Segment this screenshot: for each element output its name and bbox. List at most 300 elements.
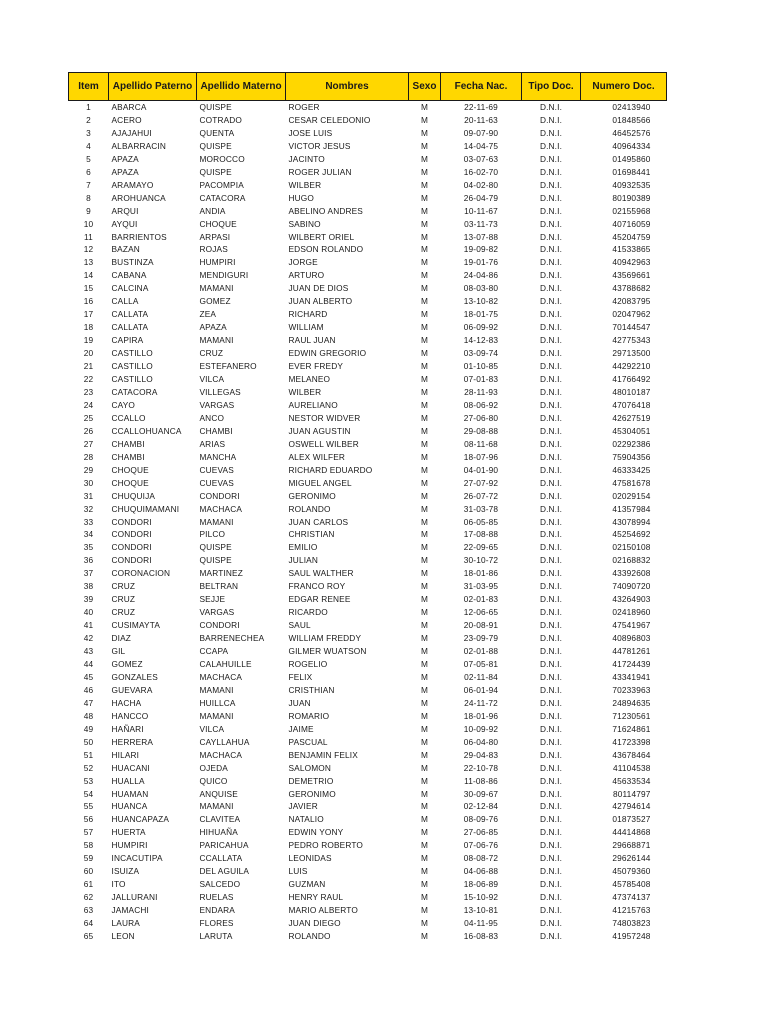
apellido-paterno-cell: CRUZ	[111, 594, 136, 605]
apellido-paterno-cell: HUALLA	[111, 775, 145, 786]
apellido-paterno-cell: CALLATA	[111, 309, 149, 320]
item-cell: 1	[86, 102, 91, 112]
nombres-cell: SAUL WALTHER	[288, 568, 354, 579]
sexo-cell: M	[420, 762, 429, 773]
nombres-cell: NESTOR WIDVER	[288, 412, 361, 423]
header-item: Item	[69, 73, 109, 101]
sexo-cell: M	[420, 866, 429, 877]
apellido-materno-cell: GOMEZ	[199, 296, 231, 307]
nombres-cell: WILLIAM FREDDY	[288, 633, 362, 644]
tipo-doc-cell: D.N.I.	[539, 270, 563, 281]
tipo-doc-cell: D.N.I.	[539, 879, 563, 890]
nombres-cell: VICTOR JESUS	[288, 140, 351, 151]
item-cell: 41	[83, 620, 94, 631]
fecha-nac-cell: 04-01-90	[463, 464, 499, 475]
tipo-doc-cell: D.N.I.	[539, 205, 563, 216]
numero-doc-cell: 44414868	[612, 827, 651, 838]
sexo-cell: M	[420, 425, 429, 436]
item-cell: 15	[83, 283, 94, 294]
tipo-doc-cell: D.N.I.	[539, 646, 563, 657]
apellido-paterno-cell: HUACANI	[111, 762, 150, 773]
sexo-cell: M	[420, 749, 429, 760]
table-row	[69, 373, 667, 386]
tipo-doc-cell: D.N.I.	[539, 697, 563, 708]
fecha-nac-cell: 14-04-75	[463, 140, 499, 151]
table-row	[69, 865, 667, 878]
tipo-doc-cell: D.N.I.	[539, 140, 563, 151]
apellido-paterno-cell: HANCCO	[111, 710, 149, 721]
apellido-materno-cell: BELTRAN	[199, 581, 239, 592]
sexo-cell: M	[420, 270, 429, 281]
apellido-materno-cell: RUELAS	[199, 892, 234, 903]
tipo-doc-cell: D.N.I.	[539, 425, 563, 436]
fecha-nac-cell: 03-09-74	[463, 348, 499, 359]
apellido-paterno-cell: CAYO	[111, 399, 135, 410]
numero-doc-cell: 42794614	[612, 801, 651, 812]
nombres-cell: FELIX	[288, 671, 313, 682]
nombres-cell: ARTURO	[288, 270, 325, 281]
numero-doc-cell: 45079360	[612, 866, 651, 877]
apellido-materno-cell: ESTEFANERO	[199, 361, 257, 372]
nombres-cell: MARIO ALBERTO	[288, 905, 358, 916]
item-cell: 7	[86, 179, 91, 190]
nombres-cell: EDSON ROLANDO	[288, 244, 364, 255]
tipo-doc-cell: D.N.I.	[539, 399, 563, 410]
header-apellido-materno: Apellido Materno	[197, 73, 286, 101]
item-cell: 61	[83, 879, 94, 890]
tipo-doc-cell: D.N.I.	[539, 892, 563, 903]
item-cell: 12	[83, 244, 94, 255]
item-cell: 26	[83, 425, 94, 436]
tipo-doc-cell: D.N.I.	[539, 516, 563, 527]
fecha-nac-cell: 26-04-79	[463, 192, 499, 203]
table-row	[69, 321, 667, 334]
fecha-nac-cell: 02-01-83	[463, 594, 499, 605]
numero-doc-cell: 74803823	[612, 918, 651, 929]
apellido-paterno-cell: JAMACHI	[111, 905, 149, 916]
apellido-materno-cell: VILLEGAS	[199, 386, 241, 397]
sexo-cell: M	[420, 438, 429, 449]
tipo-doc-cell: D.N.I.	[539, 853, 563, 864]
numero-doc-cell: 01848566	[612, 114, 651, 125]
table-row	[69, 347, 667, 360]
table-row	[69, 360, 667, 373]
fecha-nac-cell: 22-11-69	[464, 102, 498, 112]
tipo-doc-cell: D.N.I.	[539, 723, 563, 734]
header-sexo: Sexo	[409, 73, 441, 101]
item-cell: 13	[83, 257, 94, 268]
apellido-materno-cell: CAYLLAHUA	[199, 736, 250, 747]
nombres-cell: ROGELIO	[288, 658, 328, 669]
item-cell: 10	[83, 218, 94, 229]
nombres-cell: HUGO	[288, 192, 314, 203]
item-cell: 21	[83, 361, 94, 372]
sexo-cell: M	[420, 697, 429, 708]
sexo-cell: M	[420, 620, 429, 631]
numero-doc-cell: 02292386	[612, 438, 651, 449]
table-row	[69, 308, 667, 321]
fecha-nac-cell: 04-02-80	[463, 179, 499, 190]
apellido-paterno-cell: ALBARRACIN	[111, 140, 167, 151]
apellido-materno-cell: MAMANI	[199, 283, 234, 294]
apellido-materno-cell: MAMANI	[199, 801, 234, 812]
numero-doc-cell: 41957248	[612, 931, 651, 941]
sexo-cell: M	[420, 114, 429, 125]
nombres-cell: PEDRO ROBERTO	[288, 840, 363, 851]
apellido-paterno-cell: AJAJAHUI	[111, 127, 152, 138]
sexo-cell: M	[420, 127, 429, 138]
table-row	[69, 878, 667, 891]
roster-sheet	[68, 72, 666, 943]
table-row	[69, 684, 667, 697]
item-cell: 6	[86, 166, 91, 177]
nombres-cell: HENRY RAUL	[288, 892, 344, 903]
nombres-cell: JUAN AGUSTIN	[288, 425, 351, 436]
apellido-paterno-cell: HUERTA	[111, 827, 146, 838]
fecha-nac-cell: 02-12-84	[463, 801, 499, 812]
item-cell: 47	[83, 697, 94, 708]
sexo-cell: M	[420, 399, 429, 410]
item-cell: 63	[83, 905, 94, 916]
apellido-paterno-cell: CONDORI	[111, 542, 152, 553]
sexo-cell: M	[420, 192, 429, 203]
item-cell: 43	[83, 646, 94, 657]
tipo-doc-cell: D.N.I.	[539, 633, 563, 644]
fecha-nac-cell: 12-06-65	[463, 607, 499, 618]
apellido-materno-cell: VILCA	[199, 374, 225, 385]
tipo-doc-cell: D.N.I.	[539, 581, 563, 592]
fecha-nac-cell: 06-01-94	[463, 684, 499, 695]
fecha-nac-cell: 13-10-82	[463, 296, 499, 307]
tipo-doc-cell: D.N.I.	[539, 788, 563, 799]
item-cell: 28	[83, 451, 94, 462]
table-row	[69, 749, 667, 762]
item-cell: 16	[83, 296, 94, 307]
apellido-materno-cell: MOROCCO	[199, 153, 245, 164]
numero-doc-cell: 44781261	[612, 646, 651, 657]
table-row	[69, 839, 667, 852]
nombres-cell: EDGAR RENEE	[288, 594, 351, 605]
table-row	[69, 231, 667, 244]
nombres-cell: CRISTHIAN	[288, 684, 335, 695]
numero-doc-cell: 29626144	[612, 853, 651, 864]
fecha-nac-cell: 18-06-89	[463, 879, 499, 890]
tipo-doc-cell: D.N.I.	[539, 218, 563, 229]
nombres-cell: EVER FREDY	[288, 361, 344, 372]
nombres-cell: ROMARIO	[288, 710, 330, 721]
apellido-paterno-cell: HACHA	[111, 697, 142, 708]
nombres-cell: SAUL	[288, 620, 311, 631]
sexo-cell: M	[420, 646, 429, 657]
nombres-cell: SABINO	[288, 218, 321, 229]
apellido-paterno-cell: GOMEZ	[111, 658, 143, 669]
fecha-nac-cell: 19-09-82	[463, 244, 499, 255]
fecha-nac-cell: 20-08-91	[463, 620, 499, 631]
item-cell: 29	[83, 464, 94, 475]
fecha-nac-cell: 14-12-83	[463, 335, 499, 346]
sexo-cell: M	[420, 257, 429, 268]
numero-doc-cell: 41215763	[612, 905, 651, 916]
sexo-cell: M	[420, 296, 429, 307]
nombres-cell: JUAN CARLOS	[288, 516, 349, 527]
apellido-paterno-cell: CHUQUIJA	[111, 490, 156, 501]
tipo-doc-cell: D.N.I.	[539, 607, 563, 618]
table-row	[69, 891, 667, 904]
nombres-cell: LUIS	[288, 866, 308, 877]
numero-doc-cell: 47581678	[612, 477, 651, 488]
apellido-materno-cell: CCAPA	[199, 646, 229, 657]
apellido-materno-cell: MARTINEZ	[199, 568, 243, 579]
nombres-cell: RAUL JUAN	[288, 335, 336, 346]
numero-doc-cell: 41766492	[612, 374, 651, 385]
table-row	[69, 904, 667, 917]
apellido-paterno-cell: CABANA	[111, 270, 147, 281]
sexo-cell: M	[420, 503, 429, 514]
nombres-cell: WILLIAM	[288, 322, 324, 333]
sexo-cell: M	[420, 594, 429, 605]
numero-doc-cell: 47076418	[612, 399, 651, 410]
numero-doc-cell: 41533865	[612, 244, 651, 255]
sexo-cell: M	[420, 490, 429, 501]
apellido-paterno-cell: CUSIMAYTA	[111, 620, 161, 631]
table-row	[69, 813, 667, 826]
item-cell: 51	[83, 749, 94, 760]
roster-table	[68, 72, 667, 943]
apellido-paterno-cell: HUANCA	[111, 801, 148, 812]
table-row	[69, 334, 667, 347]
table-row	[69, 101, 667, 114]
item-cell: 9	[86, 205, 91, 216]
sexo-cell: M	[420, 918, 429, 929]
table-row	[69, 451, 667, 464]
item-cell: 42	[83, 633, 94, 644]
apellido-paterno-cell: ACERO	[111, 114, 142, 125]
fecha-nac-cell: 29-04-83	[463, 749, 499, 760]
apellido-paterno-cell: DIAZ	[111, 633, 131, 644]
apellido-paterno-cell: AROHUANCA	[111, 192, 166, 203]
sexo-cell: M	[420, 775, 429, 786]
item-cell: 45	[83, 671, 94, 682]
apellido-paterno-cell: CASTILLO	[111, 361, 153, 372]
fecha-nac-cell: 09-07-90	[463, 127, 499, 138]
apellido-materno-cell: ANCO	[199, 412, 225, 423]
table-row	[69, 671, 667, 684]
table-row	[69, 295, 667, 308]
numero-doc-cell: 41104538	[613, 762, 651, 773]
sexo-cell: M	[420, 166, 429, 177]
numero-doc-cell: 02418960	[612, 607, 651, 618]
numero-doc-cell: 40716059	[612, 218, 651, 229]
nombres-cell: GUZMAN	[288, 879, 326, 890]
apellido-materno-cell: QUICO	[199, 775, 228, 786]
table-row	[69, 127, 667, 140]
apellido-materno-cell: ANQUISE	[199, 788, 238, 799]
numero-doc-cell: 24894635	[612, 697, 651, 708]
apellido-paterno-cell: APAZA	[111, 153, 139, 164]
fecha-nac-cell: 30-09-67	[463, 788, 499, 799]
apellido-materno-cell: BARRENECHEA	[199, 633, 265, 644]
table-row	[69, 438, 667, 451]
fecha-nac-cell: 08-08-72	[463, 853, 499, 864]
apellido-materno-cell: MAMANI	[199, 335, 234, 346]
fecha-nac-cell: 15-10-92	[463, 892, 499, 903]
nombres-cell: JUAN DE DIOS	[288, 283, 349, 294]
fecha-nac-cell: 31-03-95	[463, 581, 499, 592]
sexo-cell: M	[420, 555, 429, 566]
nombres-cell: JUAN ALBERTO	[288, 296, 353, 307]
apellido-materno-cell: HUILLCA	[199, 697, 236, 708]
apellido-paterno-cell: AYQUI	[111, 218, 138, 229]
apellido-paterno-cell: ITO	[111, 879, 126, 890]
numero-doc-cell: 02150108	[612, 542, 651, 553]
apellido-paterno-cell: HERRERA	[111, 736, 154, 747]
apellido-paterno-cell: CONDORI	[111, 555, 152, 566]
fecha-nac-cell: 18-01-75	[463, 309, 499, 320]
apellido-paterno-cell: APAZA	[111, 166, 139, 177]
fecha-nac-cell: 18-07-96	[463, 451, 499, 462]
item-cell: 19	[83, 335, 94, 346]
apellido-materno-cell: PILCO	[199, 529, 226, 540]
tipo-doc-cell: D.N.I.	[539, 671, 563, 682]
table-row	[69, 762, 667, 775]
apellido-materno-cell: CONDORI	[199, 620, 240, 631]
apellido-materno-cell: LARUTA	[199, 931, 233, 941]
nombres-cell: MIGUEL ANGEL	[288, 477, 352, 488]
fecha-nac-cell: 16-08-83	[463, 931, 499, 941]
tipo-doc-cell: D.N.I.	[539, 361, 563, 372]
apellido-materno-cell: CLAVITEA	[199, 814, 241, 825]
table-row	[69, 852, 667, 865]
apellido-paterno-cell: CHUQUIMAMANI	[111, 503, 180, 514]
nombres-cell: OSWELL WILBER	[288, 438, 359, 449]
tipo-doc-cell: D.N.I.	[539, 153, 563, 164]
numero-doc-cell: 45254692	[612, 529, 651, 540]
tipo-doc-cell: D.N.I.	[539, 866, 563, 877]
sexo-cell: M	[420, 788, 429, 799]
apellido-materno-cell: ANDIA	[199, 205, 226, 216]
apellido-materno-cell: CALAHUILLE	[199, 658, 252, 669]
tipo-doc-cell: D.N.I.	[539, 438, 563, 449]
table-row	[69, 567, 667, 580]
fecha-nac-cell: 08-11-68	[464, 438, 498, 449]
nombres-cell: ROGER JULIAN	[288, 166, 352, 177]
table-row	[69, 826, 667, 839]
sexo-cell: M	[420, 231, 429, 242]
apellido-materno-cell: SALCEDO	[199, 879, 241, 890]
sexo-cell: M	[420, 218, 429, 229]
tipo-doc-cell: D.N.I.	[539, 762, 563, 773]
nombres-cell: AURELIANO	[288, 399, 338, 410]
apellido-materno-cell: VARGAS	[199, 399, 235, 410]
table-row	[69, 179, 667, 192]
sexo-cell: M	[420, 892, 429, 903]
sexo-cell: M	[420, 412, 429, 423]
tipo-doc-cell: D.N.I.	[539, 801, 563, 812]
fecha-nac-cell: 17-08-88	[463, 529, 499, 540]
tipo-doc-cell: D.N.I.	[539, 309, 563, 320]
fecha-nac-cell: 22-09-65	[463, 542, 499, 553]
sexo-cell: M	[420, 633, 429, 644]
fecha-nac-cell: 19-01-76	[463, 257, 499, 268]
item-cell: 39	[83, 594, 94, 605]
tipo-doc-cell: D.N.I.	[539, 503, 563, 514]
apellido-paterno-cell: CASTILLO	[111, 348, 153, 359]
fecha-nac-cell: 02-11-84	[464, 671, 498, 682]
tipo-doc-cell: D.N.I.	[539, 594, 563, 605]
sexo-cell: M	[420, 179, 429, 190]
sexo-cell: M	[420, 542, 429, 553]
apellido-materno-cell: CHOQUE	[199, 218, 237, 229]
sexo-cell: M	[420, 335, 429, 346]
item-cell: 24	[83, 399, 94, 410]
item-cell: 44	[83, 658, 94, 669]
apellido-materno-cell: CCALLATA	[199, 853, 243, 864]
fecha-nac-cell: 27-07-92	[463, 477, 499, 488]
numero-doc-cell: 01698441	[612, 166, 651, 177]
apellido-paterno-cell: HUANCAPAZA	[111, 814, 170, 825]
sexo-cell: M	[420, 516, 429, 527]
item-cell: 11	[84, 231, 93, 242]
apellido-materno-cell: QUISPE	[199, 542, 232, 553]
item-cell: 53	[83, 775, 94, 786]
numero-doc-cell: 29668871	[612, 840, 651, 851]
item-cell: 30	[83, 477, 94, 488]
tipo-doc-cell: D.N.I.	[539, 296, 563, 307]
nombres-cell: DEMETRIO	[288, 775, 334, 786]
numero-doc-cell: 40932535	[612, 179, 651, 190]
table-row	[69, 580, 667, 593]
apellido-paterno-cell: HUMPIRI	[111, 840, 148, 851]
apellido-paterno-cell: BUSTINZA	[111, 257, 154, 268]
item-cell: 57	[83, 827, 94, 838]
table-row	[69, 243, 667, 256]
apellido-paterno-cell: ISUIZA	[111, 866, 140, 877]
apellido-paterno-cell: JALLURANI	[111, 892, 158, 903]
item-cell: 56	[83, 814, 94, 825]
fecha-nac-cell: 08-06-92	[463, 399, 499, 410]
apellido-materno-cell: OJEDA	[199, 762, 228, 773]
table-row	[69, 490, 667, 503]
numero-doc-cell: 43569661	[612, 270, 651, 281]
item-cell: 52	[83, 762, 94, 773]
table-row	[69, 503, 667, 516]
item-cell: 59	[83, 853, 94, 864]
apellido-paterno-cell: HILARI	[111, 749, 140, 760]
table-row	[69, 399, 667, 412]
apellido-paterno-cell: CALCINA	[111, 283, 149, 294]
table-row	[69, 386, 667, 399]
apellido-paterno-cell: CONDORI	[111, 529, 152, 540]
sexo-cell: M	[420, 568, 429, 579]
numero-doc-cell: 42627519	[612, 412, 651, 423]
apellido-paterno-cell: GONZALES	[111, 671, 158, 682]
item-cell: 40	[83, 607, 94, 618]
apellido-materno-cell: MACHACA	[199, 503, 243, 514]
numero-doc-cell: 43341941	[612, 671, 651, 682]
fecha-nac-cell: 11-08-86	[464, 775, 498, 786]
sexo-cell: M	[420, 477, 429, 488]
fecha-nac-cell: 26-07-72	[463, 490, 499, 501]
numero-doc-cell: 45633534	[612, 775, 651, 786]
table-row	[69, 645, 667, 658]
tipo-doc-cell: D.N.I.	[539, 102, 563, 112]
numero-doc-cell: 02155968	[612, 205, 651, 216]
numero-doc-cell: 42083795	[612, 296, 651, 307]
nombres-cell: JULIAN	[288, 555, 318, 566]
tipo-doc-cell: D.N.I.	[539, 905, 563, 916]
sexo-cell: M	[420, 723, 429, 734]
nombres-cell: JUAN DIEGO	[288, 918, 341, 929]
